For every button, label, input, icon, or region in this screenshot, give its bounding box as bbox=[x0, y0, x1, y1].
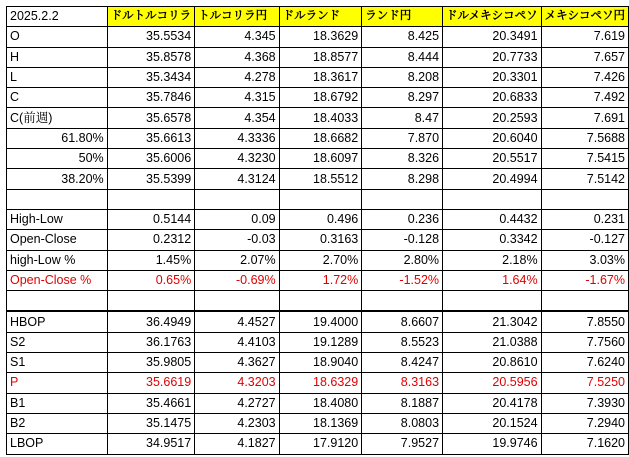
value-cell[interactable]: 4.3203 bbox=[195, 373, 279, 393]
value-cell[interactable]: 7.3930 bbox=[541, 393, 628, 413]
value-cell[interactable]: 20.3301 bbox=[443, 67, 542, 87]
value-cell[interactable]: 4.3627 bbox=[195, 353, 279, 373]
empty-cell[interactable] bbox=[541, 291, 628, 312]
value-cell[interactable]: 0.4432 bbox=[443, 209, 542, 229]
empty-cell[interactable] bbox=[279, 291, 362, 312]
table-row bbox=[7, 353, 629, 373]
value-cell[interactable]: -0.03 bbox=[195, 230, 279, 250]
value-cell[interactable]: 20.5956 bbox=[443, 373, 542, 393]
table-row bbox=[7, 332, 629, 352]
table-row bbox=[7, 250, 629, 270]
value-cell[interactable]: 35.3434 bbox=[107, 67, 195, 87]
value-cell[interactable]: 35.4661 bbox=[107, 393, 195, 413]
value-cell[interactable]: 7.8550 bbox=[541, 311, 628, 332]
table-row bbox=[7, 27, 629, 47]
value-cell[interactable]: 4.4527 bbox=[195, 311, 279, 332]
value-cell[interactable]: 7.870 bbox=[362, 128, 443, 148]
table-row bbox=[7, 169, 629, 189]
empty-cell[interactable] bbox=[443, 189, 542, 209]
value-cell[interactable]: 35.6619 bbox=[107, 373, 195, 393]
table-row bbox=[7, 67, 629, 87]
value-cell[interactable]: 18.1369 bbox=[279, 413, 362, 433]
row-label-cell[interactable]: B2 bbox=[7, 413, 108, 433]
empty-row bbox=[7, 291, 629, 312]
value-cell[interactable]: 35.6613 bbox=[107, 128, 195, 148]
row-label-cell[interactable]: Open-Close bbox=[7, 230, 108, 250]
table-row bbox=[7, 373, 629, 393]
value-cell[interactable]: 18.6682 bbox=[279, 128, 362, 148]
table-row bbox=[7, 434, 629, 454]
value-cell[interactable]: 7.2940 bbox=[541, 413, 628, 433]
empty-row bbox=[7, 189, 629, 209]
empty-cell[interactable] bbox=[107, 291, 195, 312]
table-row bbox=[7, 128, 629, 148]
row-label-cell[interactable]: P bbox=[7, 373, 108, 393]
col-header-mxnjpy[interactable]: メキシコペソ円 bbox=[541, 7, 628, 27]
value-cell[interactable]: 20.2593 bbox=[443, 108, 542, 128]
row-label-cell[interactable]: L bbox=[7, 67, 108, 87]
value-cell[interactable]: 8.6607 bbox=[362, 311, 443, 332]
value-cell[interactable]: 21.0388 bbox=[443, 332, 542, 352]
value-cell[interactable]: 20.4994 bbox=[443, 169, 542, 189]
row-label-cell[interactable]: 38.20% bbox=[7, 169, 108, 189]
table-row bbox=[7, 108, 629, 128]
value-cell[interactable]: -1.67% bbox=[541, 270, 628, 290]
row-label-cell[interactable]: High-Low bbox=[7, 209, 108, 229]
value-cell[interactable]: 3.03% bbox=[541, 250, 628, 270]
value-cell[interactable]: 18.6329 bbox=[279, 373, 362, 393]
value-cell[interactable]: 4.1827 bbox=[195, 434, 279, 454]
value-cell[interactable]: 4.2303 bbox=[195, 413, 279, 433]
value-cell[interactable]: 8.208 bbox=[362, 67, 443, 87]
row-label-cell[interactable]: HBOP bbox=[7, 311, 108, 332]
value-cell[interactable]: 18.3629 bbox=[279, 27, 362, 47]
empty-cell[interactable] bbox=[362, 291, 443, 312]
value-cell[interactable]: 4.345 bbox=[195, 27, 279, 47]
value-cell[interactable]: 7.619 bbox=[541, 27, 628, 47]
row-label-cell[interactable]: LBOP bbox=[7, 434, 108, 454]
value-cell[interactable]: 19.4000 bbox=[279, 311, 362, 332]
col-header-usdzar[interactable]: ドルランド bbox=[279, 7, 362, 27]
value-cell[interactable]: 18.8577 bbox=[279, 47, 362, 67]
value-cell[interactable]: 7.9527 bbox=[362, 434, 443, 454]
row-label-cell[interactable]: 61.80% bbox=[7, 128, 108, 148]
value-cell[interactable]: 7.691 bbox=[541, 108, 628, 128]
value-cell[interactable]: 19.9746 bbox=[443, 434, 542, 454]
value-cell[interactable]: 1.45% bbox=[107, 250, 195, 270]
table-row bbox=[7, 209, 629, 229]
value-cell[interactable]: 7.657 bbox=[541, 47, 628, 67]
value-cell[interactable]: 0.65% bbox=[107, 270, 195, 290]
row-label-cell[interactable]: high-Low % bbox=[7, 250, 108, 270]
row-label-cell[interactable]: S2 bbox=[7, 332, 108, 352]
value-cell[interactable]: 4.354 bbox=[195, 108, 279, 128]
value-cell[interactable]: 17.9120 bbox=[279, 434, 362, 454]
value-cell[interactable]: 20.7733 bbox=[443, 47, 542, 67]
value-cell[interactable]: 7.6240 bbox=[541, 353, 628, 373]
value-cell[interactable]: 1.64% bbox=[443, 270, 542, 290]
value-cell[interactable]: 20.8610 bbox=[443, 353, 542, 373]
value-cell[interactable]: -0.128 bbox=[362, 230, 443, 250]
value-cell[interactable]: 8.298 bbox=[362, 169, 443, 189]
value-cell[interactable]: 18.4080 bbox=[279, 393, 362, 413]
value-cell[interactable]: 2.18% bbox=[443, 250, 542, 270]
value-cell[interactable]: 35.6578 bbox=[107, 108, 195, 128]
value-cell[interactable]: 8.297 bbox=[362, 88, 443, 108]
empty-cell[interactable] bbox=[7, 291, 108, 312]
row-label-cell[interactable]: S1 bbox=[7, 353, 108, 373]
value-cell[interactable]: 20.4178 bbox=[443, 393, 542, 413]
value-cell[interactable]: 0.496 bbox=[279, 209, 362, 229]
value-cell[interactable]: 20.6833 bbox=[443, 88, 542, 108]
table-row bbox=[7, 393, 629, 413]
value-cell[interactable]: 8.4247 bbox=[362, 353, 443, 373]
value-cell[interactable]: 4.3124 bbox=[195, 169, 279, 189]
value-cell[interactable]: 2.70% bbox=[279, 250, 362, 270]
value-cell[interactable]: 7.5415 bbox=[541, 149, 628, 169]
value-cell[interactable]: 35.5534 bbox=[107, 27, 195, 47]
row-label-cell[interactable]: 50% bbox=[7, 149, 108, 169]
value-cell[interactable]: 7.5688 bbox=[541, 128, 628, 148]
value-cell[interactable]: 35.5399 bbox=[107, 169, 195, 189]
empty-cell[interactable] bbox=[107, 189, 195, 209]
value-cell[interactable]: 36.1763 bbox=[107, 332, 195, 352]
value-cell[interactable]: 4.315 bbox=[195, 88, 279, 108]
value-cell[interactable]: 0.2312 bbox=[107, 230, 195, 250]
row-label-cell[interactable]: C(前週) bbox=[7, 108, 108, 128]
sheet-body bbox=[7, 7, 629, 455]
value-cell[interactable]: 36.4949 bbox=[107, 311, 195, 332]
value-cell[interactable]: 1.72% bbox=[279, 270, 362, 290]
value-cell[interactable]: 8.3163 bbox=[362, 373, 443, 393]
col-header-usdtry[interactable]: ドルトルコリラ bbox=[107, 7, 195, 27]
value-cell[interactable]: 18.6792 bbox=[279, 88, 362, 108]
value-cell[interactable]: 35.1475 bbox=[107, 413, 195, 433]
empty-cell[interactable] bbox=[195, 291, 279, 312]
row-label-cell[interactable]: O bbox=[7, 27, 108, 47]
value-cell[interactable]: 19.1289 bbox=[279, 332, 362, 352]
value-cell[interactable]: -0.69% bbox=[195, 270, 279, 290]
row-label-cell[interactable]: Open-Close % bbox=[7, 270, 108, 290]
value-cell[interactable]: 7.426 bbox=[541, 67, 628, 87]
value-cell[interactable]: 34.9517 bbox=[107, 434, 195, 454]
value-cell[interactable]: 0.09 bbox=[195, 209, 279, 229]
empty-cell[interactable] bbox=[279, 189, 362, 209]
value-cell[interactable]: 0.231 bbox=[541, 209, 628, 229]
value-cell[interactable]: 4.3230 bbox=[195, 149, 279, 169]
value-cell[interactable]: 8.1887 bbox=[362, 393, 443, 413]
value-cell[interactable]: 18.6097 bbox=[279, 149, 362, 169]
value-cell[interactable]: 8.425 bbox=[362, 27, 443, 47]
value-cell[interactable]: 0.3163 bbox=[279, 230, 362, 250]
col-header-usdmxn[interactable]: ドルメキシコペソ bbox=[443, 7, 542, 27]
empty-cell[interactable] bbox=[7, 189, 108, 209]
value-cell[interactable]: 8.444 bbox=[362, 47, 443, 67]
value-cell[interactable]: 4.2727 bbox=[195, 393, 279, 413]
table-row bbox=[7, 311, 629, 332]
value-cell[interactable]: 2.07% bbox=[195, 250, 279, 270]
value-cell[interactable]: 8.47 bbox=[362, 108, 443, 128]
empty-cell[interactable] bbox=[541, 189, 628, 209]
empty-cell[interactable] bbox=[443, 291, 542, 312]
value-cell[interactable]: 35.8578 bbox=[107, 47, 195, 67]
value-cell[interactable]: 8.0803 bbox=[362, 413, 443, 433]
table-row bbox=[7, 88, 629, 108]
value-cell[interactable]: 4.4103 bbox=[195, 332, 279, 352]
table-row bbox=[7, 47, 629, 67]
value-cell[interactable]: 20.5517 bbox=[443, 149, 542, 169]
value-cell[interactable]: 18.3617 bbox=[279, 67, 362, 87]
value-cell[interactable]: 7.5250 bbox=[541, 373, 628, 393]
value-cell[interactable]: 4.368 bbox=[195, 47, 279, 67]
table-row bbox=[7, 270, 629, 290]
date-cell[interactable]: 2025.2.2 bbox=[7, 7, 108, 27]
row-label-cell[interactable]: C bbox=[7, 88, 108, 108]
value-cell[interactable]: -0.127 bbox=[541, 230, 628, 250]
value-cell[interactable]: 20.1524 bbox=[443, 413, 542, 433]
value-cell[interactable]: 7.1620 bbox=[541, 434, 628, 454]
value-cell[interactable]: 4.3336 bbox=[195, 128, 279, 148]
value-cell[interactable]: 18.9040 bbox=[279, 353, 362, 373]
value-cell[interactable]: 7.492 bbox=[541, 88, 628, 108]
value-cell[interactable]: 20.3491 bbox=[443, 27, 542, 47]
value-cell[interactable]: 4.278 bbox=[195, 67, 279, 87]
value-cell[interactable]: 35.7846 bbox=[107, 88, 195, 108]
header-row bbox=[7, 7, 629, 27]
value-cell[interactable]: 21.3042 bbox=[443, 311, 542, 332]
value-cell[interactable]: 8.5523 bbox=[362, 332, 443, 352]
value-cell[interactable]: 2.80% bbox=[362, 250, 443, 270]
value-cell[interactable]: 35.6006 bbox=[107, 149, 195, 169]
value-cell[interactable]: 18.4033 bbox=[279, 108, 362, 128]
value-cell[interactable]: 18.5512 bbox=[279, 169, 362, 189]
value-cell[interactable]: 7.7560 bbox=[541, 332, 628, 352]
value-cell[interactable]: 7.5142 bbox=[541, 169, 628, 189]
value-cell[interactable]: 35.9805 bbox=[107, 353, 195, 373]
value-cell[interactable]: 0.5144 bbox=[107, 209, 195, 229]
empty-cell[interactable] bbox=[195, 189, 279, 209]
value-cell[interactable]: -1.52% bbox=[362, 270, 443, 290]
row-label-cell[interactable]: B1 bbox=[7, 393, 108, 413]
value-cell[interactable]: 0.236 bbox=[362, 209, 443, 229]
table-row bbox=[7, 149, 629, 169]
value-cell[interactable]: 20.6040 bbox=[443, 128, 542, 148]
rates-spreadsheet bbox=[6, 6, 629, 455]
value-cell[interactable]: 8.326 bbox=[362, 149, 443, 169]
empty-cell[interactable] bbox=[362, 189, 443, 209]
table-row bbox=[7, 413, 629, 433]
table-row bbox=[7, 230, 629, 250]
row-label-cell[interactable]: H bbox=[7, 47, 108, 67]
col-header-tryjpy[interactable]: トルコリラ円 bbox=[195, 7, 279, 27]
col-header-zarjpy[interactable]: ランド円 bbox=[362, 7, 443, 27]
value-cell[interactable]: 0.3342 bbox=[443, 230, 542, 250]
